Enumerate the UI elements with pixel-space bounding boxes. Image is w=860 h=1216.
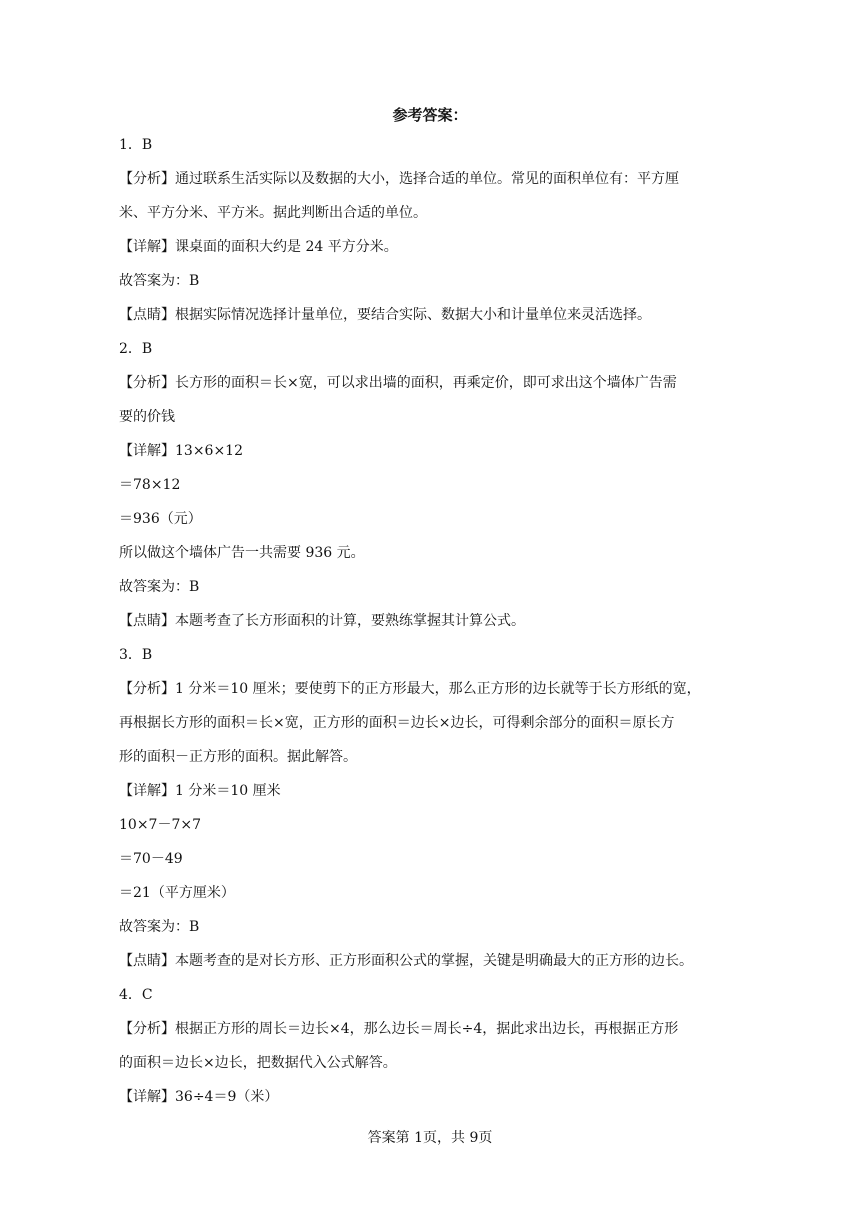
answer-line: 故答案为：B [119, 919, 200, 935]
answer-content [119, 128, 739, 1114]
answer-line: 【点睛】本题考查了长方形面积的计算，要熟练掌握其计算公式。 [119, 613, 525, 629]
answer-line: ＝70－49 [119, 851, 183, 867]
answer-line: 4．C [119, 987, 153, 1003]
answer-line: 3．B [119, 647, 153, 663]
answer-line: 所以做这个墙体广告一共需要 936 元。 [119, 545, 365, 561]
page-footer: 答案第 1页，共 9页 [367, 1130, 493, 1146]
answer-line: 2．B [119, 341, 153, 357]
answer-line: 【分析】1 分米＝10 厘米；要使剪下的正方形最大，那么正方形的边长就等于长方形纸的宽， [119, 681, 701, 697]
answer-line: 【详解】课桌面的面积大约是 24 平方分米。 [119, 239, 398, 255]
answer-line: 1．B [119, 137, 153, 153]
answer-line: 【分析】通过联系生活实际以及数据的大小，选择合适的单位。常见的面积单位有：平方厘 [119, 171, 679, 187]
answer-line: 【分析】长方形的面积＝长×宽，可以求出墙的面积，再乘定价，即可求出这个墙体广告需 [119, 375, 677, 391]
answer-line: ＝78×12 [119, 477, 181, 493]
answer-line: 故答案为：B [119, 273, 200, 289]
page-title: 参考答案： [392, 106, 468, 124]
answer-line: 再根据长方形的面积＝长×宽，正方形的面积＝边长×边长，可得剩余部分的面积＝原长方 [119, 715, 675, 731]
answer-line: 【分析】根据正方形的周长＝边长×4，那么边长＝周长÷4，据此求出边长，再根据正方形 [119, 1021, 679, 1037]
answer-line: 10×7－7×7 [119, 817, 201, 833]
answer-line: 【详解】36÷4＝9（米） [119, 1089, 279, 1105]
answer-line: ＝21（平方厘米） [119, 885, 235, 901]
answer-line: 【点睛】本题考查的是对长方形、正方形面积公式的掌握，关键是明确最大的正方形的边长。 [119, 953, 693, 969]
answer-line: 的面积＝边长×边长，把数据代入公式解答。 [119, 1055, 397, 1071]
answer-line: 要的价钱 [119, 409, 175, 425]
answer-line: ＝936（元） [119, 511, 202, 527]
answer-line: 故答案为：B [119, 579, 200, 595]
answer-line: 形的面积－正方形的面积。据此解答。 [119, 749, 357, 765]
answer-line: 【点睛】根据实际情况选择计量单位，要结合实际、数据大小和计量单位来灵活选择。 [119, 307, 651, 323]
answer-line: 【详解】13×6×12 [119, 443, 243, 459]
answer-line: 米、平方分米、平方米。据此判断出合适的单位。 [119, 205, 427, 221]
answer-line: 【详解】1 分米＝10 厘米 [119, 783, 281, 799]
